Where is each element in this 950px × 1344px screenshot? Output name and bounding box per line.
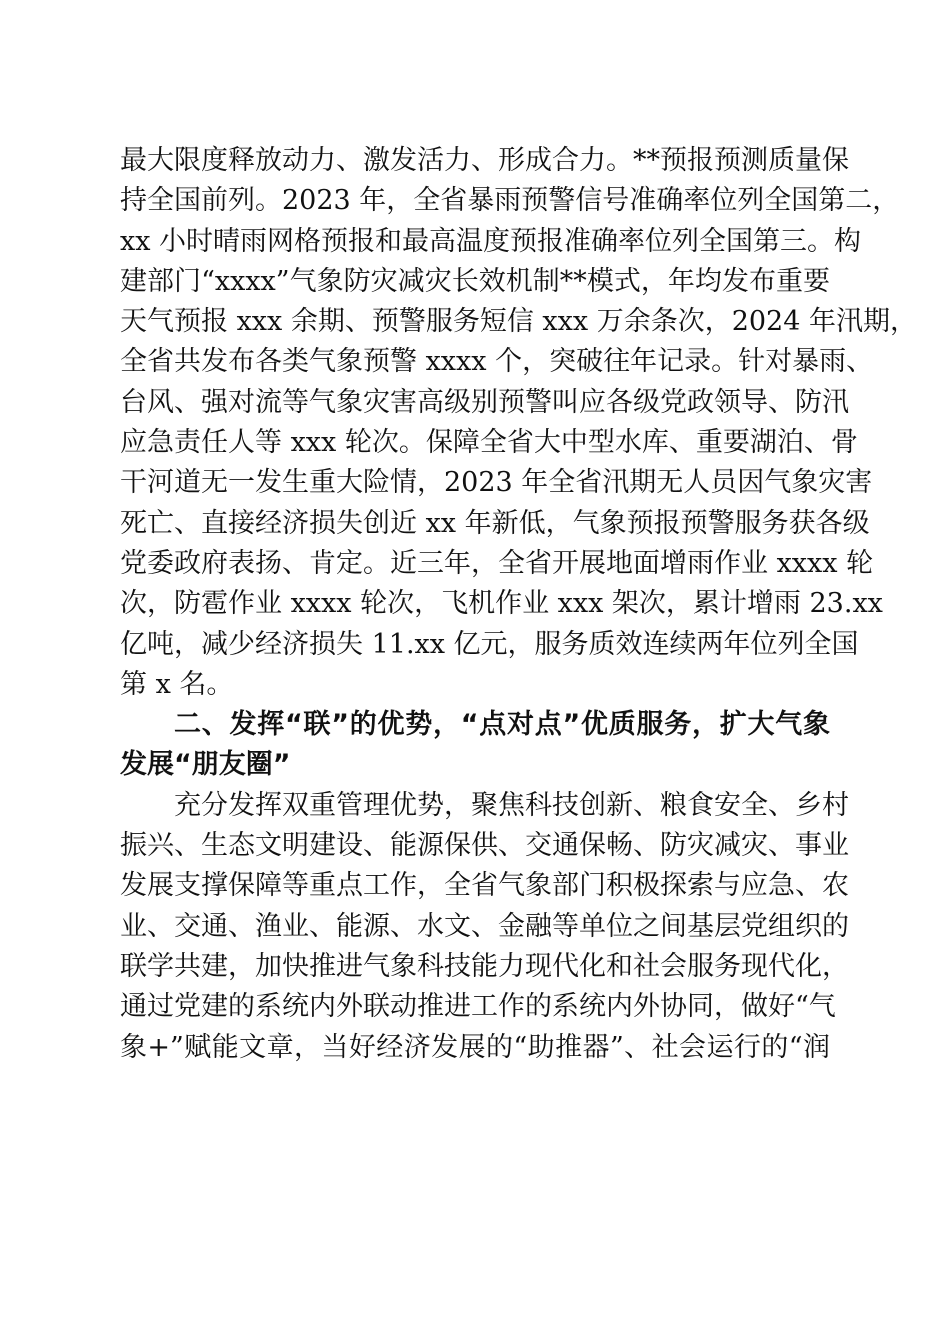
text-line: 全省共发布各类气象预警 xxxx 个，突破往年记录。针对暴雨、 [120,346,874,378]
text-line: 台风、强对流等气象灾害高级别预警叫应各级党政领导、防汛 [120,386,849,418]
text-line: 次，防雹作业 xxxx 轮次，飞机作业 xxx 架次，累计增雨 23.xx [120,588,883,620]
paragraph-joint-service [120,786,849,1068]
text-line: 持全国前列。2023 年，全省暴雨预警信号准确率位列全国第二， [120,185,900,217]
text-line: 振兴、生态文明建设、能源保供、交通保畅、防灾减灾、事业 [120,830,849,862]
paragraph-forecast-results [120,141,917,705]
text-line: 天气预报 xxx 余期、预警服务短信 xxx 万余条次，2024 年汛期， [120,306,917,338]
text-line: 联学共建，加快推进气象科技能力现代化和社会服务现代化， [120,950,849,982]
text-line: 亿吨，减少经济损失 11.xx 亿元，服务质效连续两年位列全国 [120,628,859,660]
text-line: 第 x 名。 [120,668,234,700]
text-line: 最大限度释放动力、激发活力、形成合力。**预报预测质量保 [120,145,849,176]
text-line: 干河道无一发生重大险情，2023 年全省汛期无人员因气象灾害 [120,467,873,499]
text-line: 通过党建的系统内外联动推进工作的系统内外协同，做好“气 [120,991,836,1023]
text-line: 应急责任人等 xxx 轮次。保障全省大中型水库、重要湖泊、骨 [120,427,858,459]
section-heading-2 [120,705,830,786]
text-line: 党委政府表扬、肯定。近三年，全省开展地面增雨作业 xxxx 轮 [120,547,874,579]
heading-line: 二、发挥“联”的优势，“点对点”优质服务，扩大气象 [174,709,830,741]
text-line: 象+”赋能文章，当好经济发展的“助推器”、社会运行的“润 [120,1031,830,1063]
text-line: 发展支撑保障等重点工作，全省气象部门积极探索与应急、农 [120,870,849,902]
text-line: 建部门“xxxx”气象防灾减灾长效机制**模式，年均发布重要 [120,265,830,297]
text-line: 业、交通、渔业、能源、水文、金融等单位之间基层党组织的 [120,910,849,942]
text-line: xx 小时晴雨网格预报和最高温度预报准确率位列全国第三。构 [120,225,862,257]
text-line: 充分发挥双重管理优势，聚焦科技创新、粮食安全、乡村 [174,789,849,821]
text-line: 死亡、直接经济损失创近 xx 年新低，气象预报预警服务获各级 [120,507,870,539]
document-body [120,141,917,1068]
heading-line: 发展“朋友圈” [120,749,291,781]
